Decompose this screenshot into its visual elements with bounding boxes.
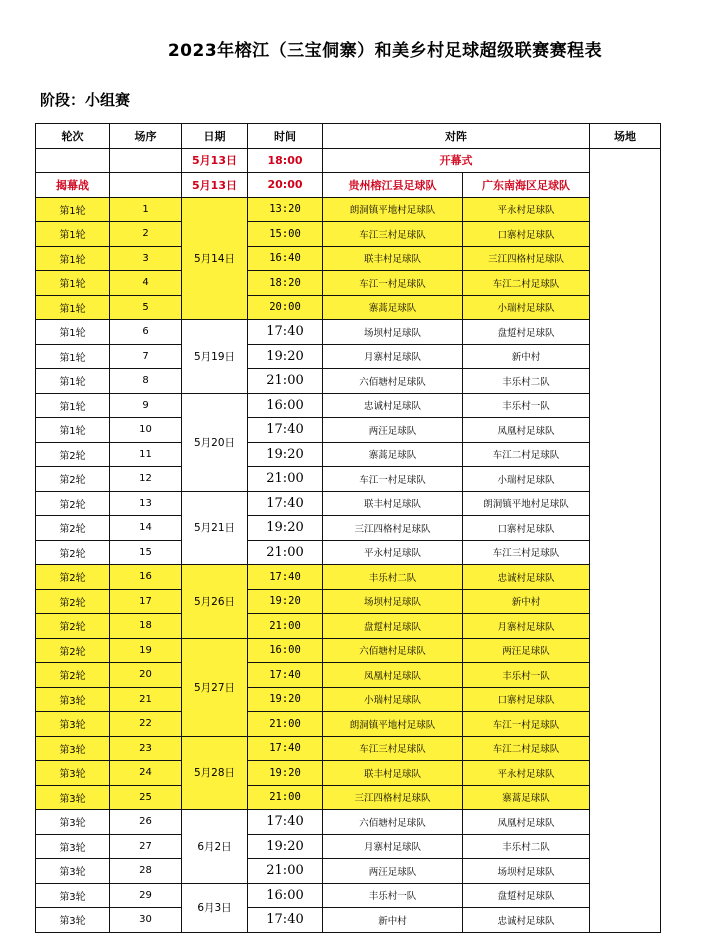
match-number: 9 bbox=[110, 393, 182, 418]
away-team: 车江三村足球队 bbox=[463, 540, 590, 565]
match-row bbox=[36, 442, 661, 467]
opening-match-label: 揭幕战 bbox=[36, 173, 110, 198]
page-title: 2023年榕江（三宝侗寨）和美乡村足球超级联赛赛程表 bbox=[167, 41, 603, 61]
match-time: 21:00 bbox=[248, 369, 323, 394]
opening-match-date: 5月13日 bbox=[182, 173, 248, 198]
match-row bbox=[36, 516, 661, 541]
match-time: 19:20 bbox=[248, 687, 323, 712]
match-row bbox=[36, 540, 661, 565]
home-team: 丰乐村一队 bbox=[323, 883, 463, 908]
match-row bbox=[36, 295, 661, 320]
away-team: 凤凰村足球队 bbox=[463, 810, 590, 835]
away-team: 小瑞村足球队 bbox=[463, 467, 590, 492]
home-team: 月寨村足球队 bbox=[323, 344, 463, 369]
home-team: 三江四格村足球队 bbox=[323, 516, 463, 541]
match-row bbox=[36, 393, 661, 418]
match-time: 17:40 bbox=[248, 663, 323, 688]
home-team: 两汪足球队 bbox=[323, 418, 463, 443]
home-team: 车江一村足球队 bbox=[323, 467, 463, 492]
match-row bbox=[36, 834, 661, 859]
home-team: 忠诚村足球队 bbox=[323, 393, 463, 418]
away-team: 忠诚村足球队 bbox=[463, 565, 590, 590]
match-round: 第1轮 bbox=[36, 393, 110, 418]
away-team: 寨蒿足球队 bbox=[463, 785, 590, 810]
away-team: 车江一村足球队 bbox=[463, 712, 590, 737]
match-time: 17:40 bbox=[248, 908, 323, 933]
away-team: 车江二村足球队 bbox=[463, 736, 590, 761]
match-round: 第1轮 bbox=[36, 197, 110, 222]
home-team: 小瑞村足球队 bbox=[323, 687, 463, 712]
away-team: 新中村 bbox=[463, 589, 590, 614]
match-row bbox=[36, 712, 661, 737]
away-team: 丰乐村一队 bbox=[463, 663, 590, 688]
away-team: 平永村足球队 bbox=[463, 761, 590, 786]
match-number: 25 bbox=[110, 785, 182, 810]
away-team: 丰乐村二队 bbox=[463, 834, 590, 859]
match-number: 16 bbox=[110, 565, 182, 590]
home-team: 月寨村足球队 bbox=[323, 834, 463, 859]
match-round: 第2轮 bbox=[36, 491, 110, 516]
home-team: 联丰村足球队 bbox=[323, 761, 463, 786]
match-number: 10 bbox=[110, 418, 182, 443]
match-date: 5月21日 bbox=[182, 491, 248, 565]
match-row bbox=[36, 565, 661, 590]
away-team: 盘踅村足球队 bbox=[463, 883, 590, 908]
match-time: 16:00 bbox=[248, 883, 323, 908]
ceremony-row bbox=[36, 148, 661, 173]
opening-match-away: 广东南海区足球队 bbox=[463, 173, 590, 198]
match-time: 19:20 bbox=[248, 834, 323, 859]
match-round: 第2轮 bbox=[36, 614, 110, 639]
match-number: 27 bbox=[110, 834, 182, 859]
opening-match-row bbox=[36, 173, 661, 198]
match-number: 26 bbox=[110, 810, 182, 835]
match-time: 13:20 bbox=[248, 197, 323, 222]
away-team: 凤凰村足球队 bbox=[463, 418, 590, 443]
ceremony-label: 开幕式 bbox=[323, 148, 590, 173]
match-number: 7 bbox=[110, 344, 182, 369]
match-round: 第3轮 bbox=[36, 785, 110, 810]
match-row bbox=[36, 369, 661, 394]
match-time: 19:20 bbox=[248, 344, 323, 369]
match-time: 17:40 bbox=[248, 418, 323, 443]
match-number: 15 bbox=[110, 540, 182, 565]
match-time: 16:00 bbox=[248, 393, 323, 418]
away-team: 忠诚村足球队 bbox=[463, 908, 590, 933]
match-round: 第1轮 bbox=[36, 246, 110, 271]
match-round: 第3轮 bbox=[36, 883, 110, 908]
home-team: 新中村 bbox=[323, 908, 463, 933]
match-time: 21:00 bbox=[248, 540, 323, 565]
match-round: 第2轮 bbox=[36, 638, 110, 663]
match-round: 第1轮 bbox=[36, 271, 110, 296]
venue-cell bbox=[590, 148, 661, 932]
match-time: 17:40 bbox=[248, 491, 323, 516]
home-team: 三江四格村足球队 bbox=[323, 785, 463, 810]
match-number: 20 bbox=[110, 663, 182, 688]
home-team: 车江一村足球队 bbox=[323, 271, 463, 296]
home-team: 凤凰村足球队 bbox=[323, 663, 463, 688]
home-team: 六佰塘村足球队 bbox=[323, 369, 463, 394]
opening-match-time: 20:00 bbox=[248, 173, 323, 198]
stage-label: 阶段：小组赛 bbox=[40, 91, 131, 109]
home-team: 朗洞镇平地村足球队 bbox=[323, 712, 463, 737]
match-row bbox=[36, 320, 661, 345]
home-team: 联丰村足球队 bbox=[323, 491, 463, 516]
home-team: 盘踅村足球队 bbox=[323, 614, 463, 639]
match-number: 13 bbox=[110, 491, 182, 516]
away-team: 两汪足球队 bbox=[463, 638, 590, 663]
home-team: 场坝村足球队 bbox=[323, 589, 463, 614]
match-round: 第2轮 bbox=[36, 565, 110, 590]
match-row bbox=[36, 859, 661, 884]
match-number: 11 bbox=[110, 442, 182, 467]
match-time: 19:20 bbox=[248, 589, 323, 614]
match-number: 1 bbox=[110, 197, 182, 222]
match-time: 16:00 bbox=[248, 638, 323, 663]
home-team: 场坝村足球队 bbox=[323, 320, 463, 345]
match-round: 第3轮 bbox=[36, 687, 110, 712]
away-team: 三江四格村足球队 bbox=[463, 246, 590, 271]
match-date: 6月3日 bbox=[182, 883, 248, 932]
match-row bbox=[36, 785, 661, 810]
match-round: 第2轮 bbox=[36, 467, 110, 492]
match-date: 5月19日 bbox=[182, 320, 248, 394]
match-round: 第1轮 bbox=[36, 222, 110, 247]
away-team: 小瑞村足球队 bbox=[463, 295, 590, 320]
ceremony-time: 18:00 bbox=[248, 148, 323, 173]
match-round: 第2轮 bbox=[36, 540, 110, 565]
match-time: 21:00 bbox=[248, 467, 323, 492]
match-row bbox=[36, 908, 661, 933]
opening-match-no-cell bbox=[110, 173, 182, 198]
match-round: 第2轮 bbox=[36, 589, 110, 614]
match-time: 19:20 bbox=[248, 516, 323, 541]
away-team: 丰乐村二队 bbox=[463, 369, 590, 394]
match-time: 21:00 bbox=[248, 712, 323, 737]
header-round: 轮次 bbox=[36, 124, 110, 149]
home-team: 寨蒿足球队 bbox=[323, 442, 463, 467]
match-time: 19:20 bbox=[248, 442, 323, 467]
match-time: 17:40 bbox=[248, 810, 323, 835]
match-row bbox=[36, 614, 661, 639]
away-team: 盘踅村足球队 bbox=[463, 320, 590, 345]
match-row bbox=[36, 761, 661, 786]
match-round: 第3轮 bbox=[36, 736, 110, 761]
match-time: 20:00 bbox=[248, 295, 323, 320]
match-time: 15:00 bbox=[248, 222, 323, 247]
match-round: 第2轮 bbox=[36, 442, 110, 467]
match-number: 17 bbox=[110, 589, 182, 614]
away-team: 口寨村足球队 bbox=[463, 222, 590, 247]
away-team: 场坝村足球队 bbox=[463, 859, 590, 884]
home-team: 朗洞镇平地村足球队 bbox=[323, 197, 463, 222]
match-round: 第2轮 bbox=[36, 663, 110, 688]
match-number: 3 bbox=[110, 246, 182, 271]
home-team: 联丰村足球队 bbox=[323, 246, 463, 271]
match-round: 第2轮 bbox=[36, 516, 110, 541]
match-number: 23 bbox=[110, 736, 182, 761]
match-time: 16:40 bbox=[248, 246, 323, 271]
match-row bbox=[36, 418, 661, 443]
match-round: 第3轮 bbox=[36, 834, 110, 859]
home-team: 六佰塘村足球队 bbox=[323, 810, 463, 835]
match-row bbox=[36, 271, 661, 296]
match-row bbox=[36, 491, 661, 516]
match-round: 第3轮 bbox=[36, 712, 110, 737]
away-team: 新中村 bbox=[463, 344, 590, 369]
home-team: 六佰塘村足球队 bbox=[323, 638, 463, 663]
away-team: 月寨村足球队 bbox=[463, 614, 590, 639]
ceremony-round-cell bbox=[36, 148, 110, 173]
home-team: 寨蒿足球队 bbox=[323, 295, 463, 320]
match-time: 17:40 bbox=[248, 736, 323, 761]
match-row bbox=[36, 589, 661, 614]
away-team: 车江二村足球队 bbox=[463, 271, 590, 296]
match-time: 17:40 bbox=[248, 565, 323, 590]
match-time: 21:00 bbox=[248, 859, 323, 884]
header-venue: 场地 bbox=[590, 124, 661, 149]
header-time: 时间 bbox=[248, 124, 323, 149]
match-round: 第3轮 bbox=[36, 859, 110, 884]
match-date: 5月27日 bbox=[182, 638, 248, 736]
match-time: 17:40 bbox=[248, 320, 323, 345]
match-number: 21 bbox=[110, 687, 182, 712]
match-number: 2 bbox=[110, 222, 182, 247]
match-row bbox=[36, 687, 661, 712]
away-team: 丰乐村一队 bbox=[463, 393, 590, 418]
ceremony-no-cell bbox=[110, 148, 182, 173]
match-number: 29 bbox=[110, 883, 182, 908]
away-team: 车江二村足球队 bbox=[463, 442, 590, 467]
match-row bbox=[36, 736, 661, 761]
header-date: 日期 bbox=[182, 124, 248, 149]
match-number: 22 bbox=[110, 712, 182, 737]
match-round: 第3轮 bbox=[36, 810, 110, 835]
opening-match-home: 贵州榕江县足球队 bbox=[323, 173, 463, 198]
match-date: 6月2日 bbox=[182, 810, 248, 884]
match-row bbox=[36, 883, 661, 908]
match-number: 19 bbox=[110, 638, 182, 663]
match-number: 24 bbox=[110, 761, 182, 786]
match-row bbox=[36, 197, 661, 222]
match-round: 第1轮 bbox=[36, 369, 110, 394]
match-number: 6 bbox=[110, 320, 182, 345]
away-team: 口寨村足球队 bbox=[463, 687, 590, 712]
match-row bbox=[36, 810, 661, 835]
header-matchup: 对阵 bbox=[323, 124, 590, 149]
match-number: 4 bbox=[110, 271, 182, 296]
home-team: 两汪足球队 bbox=[323, 859, 463, 884]
match-date: 5月28日 bbox=[182, 736, 248, 810]
match-date: 5月14日 bbox=[182, 197, 248, 320]
match-row bbox=[36, 222, 661, 247]
home-team: 车江三村足球队 bbox=[323, 736, 463, 761]
match-round: 第1轮 bbox=[36, 418, 110, 443]
match-row bbox=[36, 344, 661, 369]
match-round: 第1轮 bbox=[36, 320, 110, 345]
match-time: 21:00 bbox=[248, 785, 323, 810]
match-number: 18 bbox=[110, 614, 182, 639]
match-row bbox=[36, 663, 661, 688]
home-team: 车江三村足球队 bbox=[323, 222, 463, 247]
match-number: 14 bbox=[110, 516, 182, 541]
match-round: 第1轮 bbox=[36, 344, 110, 369]
match-date: 5月26日 bbox=[182, 565, 248, 639]
ceremony-date: 5月13日 bbox=[182, 148, 248, 173]
match-number: 5 bbox=[110, 295, 182, 320]
match-round: 第3轮 bbox=[36, 908, 110, 933]
schedule-table bbox=[35, 123, 661, 933]
away-team: 口寨村足球队 bbox=[463, 516, 590, 541]
away-team: 朗洞镇平地村足球队 bbox=[463, 491, 590, 516]
home-team: 平永村足球队 bbox=[323, 540, 463, 565]
match-time: 19:20 bbox=[248, 761, 323, 786]
header-match-no: 场序 bbox=[110, 124, 182, 149]
home-team: 丰乐村二队 bbox=[323, 565, 463, 590]
match-number: 12 bbox=[110, 467, 182, 492]
match-row bbox=[36, 467, 661, 492]
match-row bbox=[36, 246, 661, 271]
match-time: 18:20 bbox=[248, 271, 323, 296]
match-number: 28 bbox=[110, 859, 182, 884]
match-number: 30 bbox=[110, 908, 182, 933]
match-time: 21:00 bbox=[248, 614, 323, 639]
header-row bbox=[36, 124, 661, 149]
away-team: 平永村足球队 bbox=[463, 197, 590, 222]
match-round: 第3轮 bbox=[36, 761, 110, 786]
match-date: 5月20日 bbox=[182, 393, 248, 491]
match-round: 第1轮 bbox=[36, 295, 110, 320]
match-number: 8 bbox=[110, 369, 182, 394]
match-row bbox=[36, 638, 661, 663]
